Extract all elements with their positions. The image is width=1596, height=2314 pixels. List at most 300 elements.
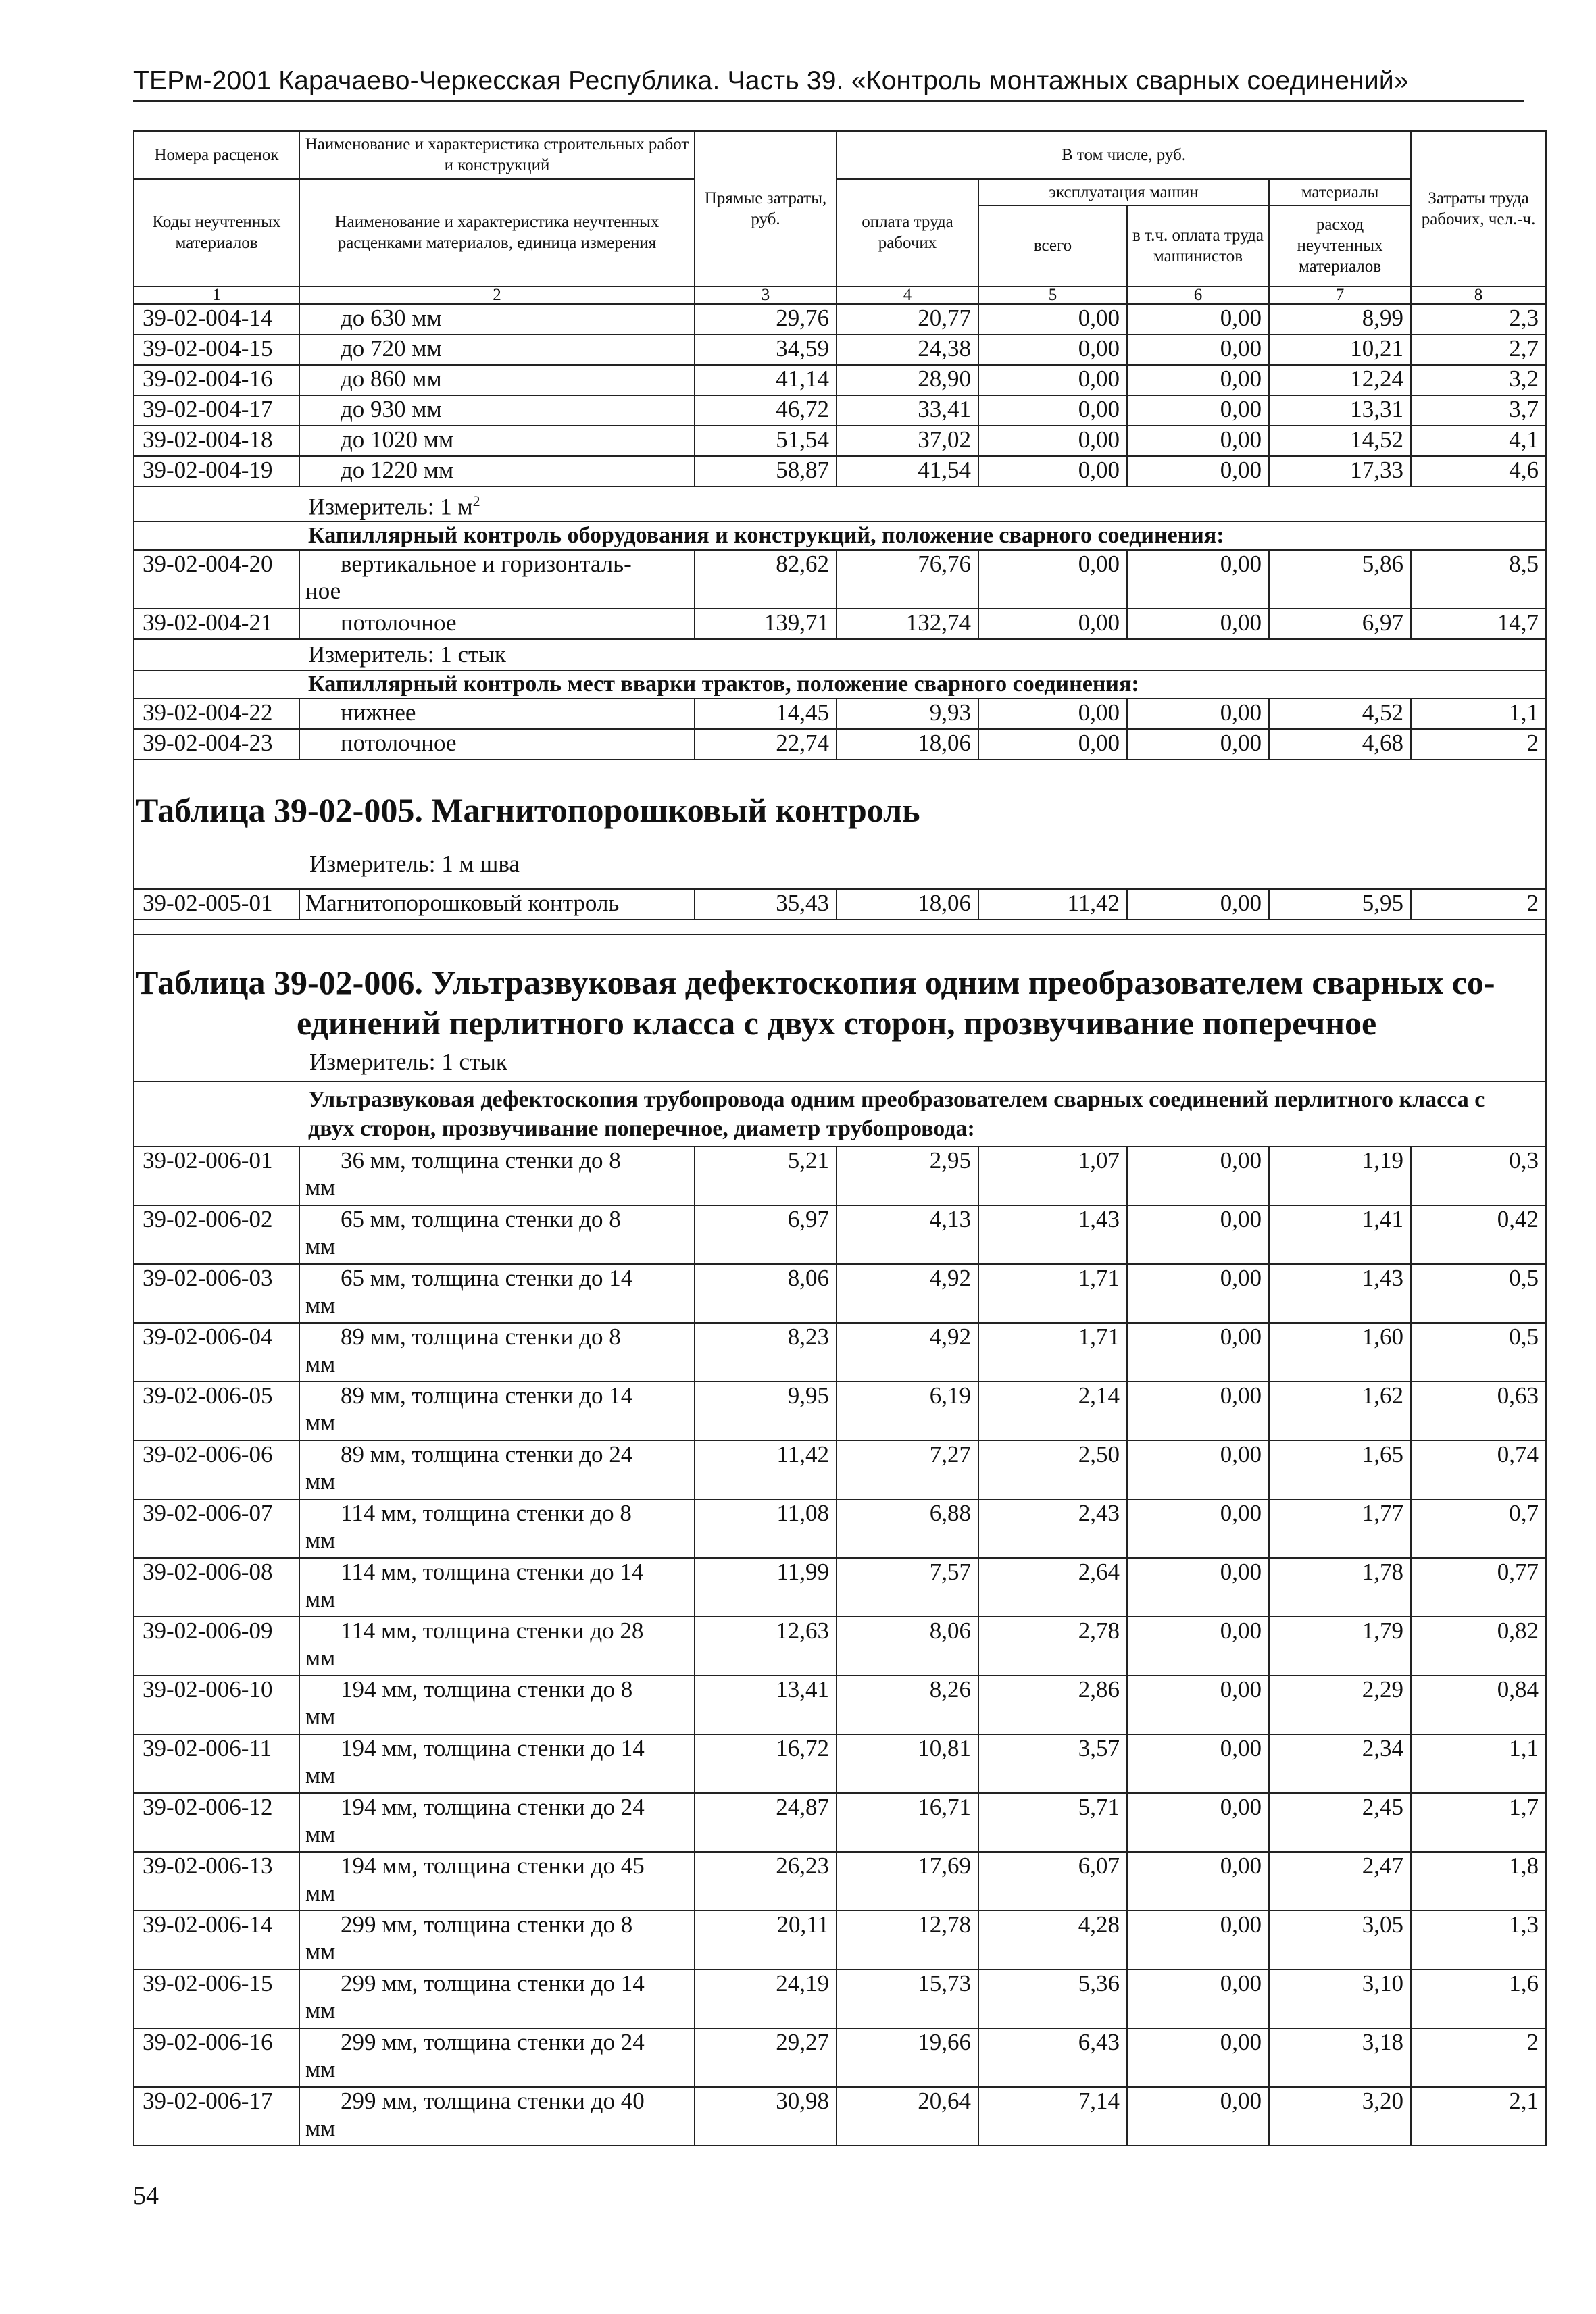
direct-costs-cell: 26,23 xyxy=(695,1852,837,1911)
work-name-line1: 65 мм, толщина стенки до 14 xyxy=(341,1265,633,1292)
col-num: 3 xyxy=(695,286,837,304)
worker-pay-cell: 41,54 xyxy=(837,456,978,486)
labor-costs-cell: 0,7 xyxy=(1411,1499,1546,1558)
work-name-line1: 194 мм, толщина стенки до 8 xyxy=(341,1676,633,1703)
work-name-cell xyxy=(299,1911,695,1969)
table-006-measure: Измеритель: 1 стык xyxy=(309,1049,507,1076)
labor-costs-cell: 0,5 xyxy=(1411,1323,1546,1382)
materials-usage-cell: 1,62 xyxy=(1269,1382,1411,1440)
col-num: 4 xyxy=(837,286,978,304)
machinist-pay-cell: 0,00 xyxy=(1127,2028,1269,2087)
table-row xyxy=(134,456,1546,486)
col-materials-usage: расход неучтенных материалов xyxy=(1269,205,1411,286)
table-006-title-block xyxy=(134,934,1546,1082)
work-name-line2: мм xyxy=(305,1821,336,1848)
worker-pay-cell: 9,93 xyxy=(837,699,978,729)
work-name-line2: мм xyxy=(305,1409,336,1436)
measure-unit-m2: Измеритель: 1 $м^2$ xyxy=(134,486,1546,522)
materials-usage-cell: 1,77 xyxy=(1269,1499,1411,1558)
rows-group-c xyxy=(134,699,1546,759)
direct-costs-cell: 11,08 xyxy=(695,1499,837,1558)
labor-costs-cell: 0,5 xyxy=(1411,1264,1546,1323)
labor-costs-cell: 4,1 xyxy=(1411,426,1546,456)
materials-usage-cell: 1,43 xyxy=(1269,1264,1411,1323)
table-row xyxy=(134,550,1546,609)
materials-usage-cell: 5,95 xyxy=(1269,889,1411,920)
work-name-line1: 89 мм, толщина стенки до 24 xyxy=(341,1441,633,1468)
col-group-including: В том числе, руб. xyxy=(837,131,1411,179)
machines-total-cell: 2,86 xyxy=(978,1676,1127,1734)
machines-total-cell: 5,36 xyxy=(978,1969,1127,2028)
work-name-line1: 299 мм, толщина стенки до 24 xyxy=(341,2029,645,2056)
machinist-pay-cell: 0,00 xyxy=(1127,1558,1269,1617)
col-num: 6 xyxy=(1127,286,1269,304)
work-name-line1: 194 мм, толщина стенки до 45 xyxy=(341,1853,645,1880)
worker-pay-cell: 8,06 xyxy=(837,1617,978,1676)
table-row xyxy=(134,1969,1546,2028)
work-name-line1: 114 мм, толщина стенки до 28 xyxy=(341,1617,644,1644)
materials-usage-cell: 1,65 xyxy=(1269,1440,1411,1499)
machinist-pay-cell: 0,00 xyxy=(1127,699,1269,729)
work-name-cell xyxy=(299,1382,695,1440)
machines-total-cell: 11,42 xyxy=(978,889,1127,920)
machinist-pay-cell: 0,00 xyxy=(1127,1969,1269,2028)
work-name-line2: мм xyxy=(305,1762,336,1789)
table-row xyxy=(134,365,1546,395)
worker-pay-cell: 8,26 xyxy=(837,1676,978,1734)
machines-total-cell: 0,00 xyxy=(978,729,1127,759)
machinist-pay-cell: 0,00 xyxy=(1127,456,1269,486)
machines-total-cell: 0,00 xyxy=(978,304,1127,334)
col-machines-total: всего xyxy=(978,205,1127,286)
labor-costs-cell: 4,6 xyxy=(1411,456,1546,486)
work-name-cell: до 860 мм xyxy=(299,365,695,395)
work-name-line1: 36 мм, толщина стенки до 8 xyxy=(341,1147,621,1174)
work-name-cell xyxy=(299,1793,695,1852)
rows-table-006 xyxy=(134,1147,1546,2146)
section-heading-capillary-equipment: Капиллярный контроль оборудования и конструкций, положение сварного соединения: xyxy=(134,522,1546,550)
materials-usage-cell: 4,52 xyxy=(1269,699,1411,729)
work-name-cell: до 630 мм xyxy=(299,304,695,334)
materials-usage-cell: 10,21 xyxy=(1269,334,1411,365)
direct-costs-cell: 8,06 xyxy=(695,1264,837,1323)
machines-total-cell: 0,00 xyxy=(978,365,1127,395)
machines-total-cell: 2,14 xyxy=(978,1382,1127,1440)
worker-pay-cell: 2,95 xyxy=(837,1147,978,1205)
direct-costs-cell: 20,11 xyxy=(695,1911,837,1969)
machines-total-cell: 4,28 xyxy=(978,1911,1127,1969)
worker-pay-cell: 7,57 xyxy=(837,1558,978,1617)
rate-code-cell: 39-02-004-14 xyxy=(134,304,299,334)
work-name-cell: потолочное xyxy=(299,729,695,759)
labor-costs-cell: 14,7 xyxy=(1411,609,1546,639)
worker-pay-cell: 4,13 xyxy=(837,1205,978,1264)
direct-costs-cell: 6,97 xyxy=(695,1205,837,1264)
rate-code-cell: 39-02-006-01 xyxy=(134,1147,299,1205)
direct-costs-cell: 30,98 xyxy=(695,2087,837,2146)
worker-pay-cell: 4,92 xyxy=(837,1323,978,1382)
work-name-line1: 114 мм, толщина стенки до 8 xyxy=(341,1500,632,1527)
machinist-pay-cell: 0,00 xyxy=(1127,334,1269,365)
direct-costs-cell: 13,41 xyxy=(695,1676,837,1734)
work-name-cell xyxy=(299,550,695,609)
work-name-cell xyxy=(299,1440,695,1499)
work-name-line2: мм xyxy=(305,1527,336,1554)
machines-total-cell: 0,00 xyxy=(978,426,1127,456)
materials-usage-cell: 1,41 xyxy=(1269,1205,1411,1264)
rows-table-005 xyxy=(134,889,1546,920)
table-row xyxy=(134,1382,1546,1440)
machinist-pay-cell: 0,00 xyxy=(1127,1264,1269,1323)
work-name-line2: мм xyxy=(305,2115,336,2142)
machines-total-cell: 6,07 xyxy=(978,1852,1127,1911)
work-name-line1: 299 мм, толщина стенки до 14 xyxy=(341,1970,645,1997)
worker-pay-cell: 28,90 xyxy=(837,365,978,395)
table-row xyxy=(134,1147,1546,1205)
worker-pay-cell: 37,02 xyxy=(837,426,978,456)
table-006-title-line1: Таблица 39-02-006. Ультразвуковая дефектоскопия одним преобразователем сварных со- xyxy=(136,963,1495,1002)
materials-usage-cell: 13,31 xyxy=(1269,395,1411,426)
table-row xyxy=(134,1323,1546,1382)
page-number: 54 xyxy=(133,2182,159,2210)
labor-costs-cell: 2 xyxy=(1411,729,1546,759)
rate-code-cell: 39-02-004-20 xyxy=(134,550,299,609)
col-codes-top: Номера расценок xyxy=(134,131,299,179)
direct-costs-cell: 46,72 xyxy=(695,395,837,426)
work-name-line2: мм xyxy=(305,1174,336,1201)
materials-usage-cell: 1,78 xyxy=(1269,1558,1411,1617)
table-row xyxy=(134,1676,1546,1734)
table-row xyxy=(134,699,1546,729)
materials-usage-cell: 8,99 xyxy=(1269,304,1411,334)
machinist-pay-cell: 0,00 xyxy=(1127,2087,1269,2146)
worker-pay-cell: 7,27 xyxy=(837,1440,978,1499)
materials-usage-cell: 6,97 xyxy=(1269,609,1411,639)
measure-unit-joint: Измеритель: 1 стык xyxy=(134,639,1546,670)
machinist-pay-cell: 0,00 xyxy=(1127,1734,1269,1793)
worker-pay-cell: 4,92 xyxy=(837,1264,978,1323)
col-num: 5 xyxy=(978,286,1127,304)
machinist-pay-cell: 0,00 xyxy=(1127,1911,1269,1969)
labor-costs-cell: 3,2 xyxy=(1411,365,1546,395)
work-name-cell: до 1220 мм xyxy=(299,456,695,486)
materials-usage-cell: 3,10 xyxy=(1269,1969,1411,2028)
col-num: 2 xyxy=(299,286,695,304)
machines-total-cell: 0,00 xyxy=(978,456,1127,486)
table-row xyxy=(134,1852,1546,1911)
table-row xyxy=(134,609,1546,639)
work-name-line1: 299 мм, толщина стенки до 8 xyxy=(341,1911,633,1938)
table-row xyxy=(134,334,1546,365)
materials-usage-cell: 17,33 xyxy=(1269,456,1411,486)
machinist-pay-cell: 0,00 xyxy=(1127,609,1269,639)
labor-costs-cell: 3,7 xyxy=(1411,395,1546,426)
rate-code-cell: 39-02-004-22 xyxy=(134,699,299,729)
machines-total-cell: 6,43 xyxy=(978,2028,1127,2087)
worker-pay-cell: 19,66 xyxy=(837,2028,978,2087)
table-row xyxy=(134,889,1546,920)
section-heading-capillary-tracts: Капиллярный контроль мест вварки трактов, положение сварного соединения: xyxy=(134,670,1546,699)
machines-total-cell: 2,50 xyxy=(978,1440,1127,1499)
table-row xyxy=(134,426,1546,456)
direct-costs-cell: 82,62 xyxy=(695,550,837,609)
page-header: ТЕРм-2001 Карачаево-Черкесская Республика. Часть 39. «Контроль монтажных сварных соединений» xyxy=(133,66,1524,102)
column-numbers-row xyxy=(134,286,1546,304)
direct-costs-cell: 5,21 xyxy=(695,1147,837,1205)
machinist-pay-cell: 0,00 xyxy=(1127,550,1269,609)
section-heading-ultrasonic: Ультразвуковая дефектоскопия трубопровода одним преобразователем сварных соединений перлитного класса с двух сторон, прозвучивание поперечное, диаметр трубопровода: xyxy=(134,1082,1546,1147)
materials-usage-cell: 2,45 xyxy=(1269,1793,1411,1852)
machines-total-cell: 7,14 xyxy=(978,2087,1127,2146)
machinist-pay-cell: 0,00 xyxy=(1127,426,1269,456)
rate-code-cell: 39-02-004-17 xyxy=(134,395,299,426)
table-row xyxy=(134,1617,1546,1676)
table-row xyxy=(134,1440,1546,1499)
materials-usage-cell: 4,68 xyxy=(1269,729,1411,759)
table-row xyxy=(134,1734,1546,1793)
machinist-pay-cell: 0,00 xyxy=(1127,365,1269,395)
table-row xyxy=(134,2028,1546,2087)
worker-pay-cell: 10,81 xyxy=(837,1734,978,1793)
work-name-cell xyxy=(299,2028,695,2087)
worker-pay-cell: 16,71 xyxy=(837,1793,978,1852)
machines-total-cell: 2,78 xyxy=(978,1617,1127,1676)
rate-code-cell: 39-02-006-10 xyxy=(134,1676,299,1734)
col-name-bottom: Наименование и характеристика неучтенных расценками материалов, единица измерения xyxy=(299,179,695,286)
materials-usage-cell: 2,29 xyxy=(1269,1676,1411,1734)
col-materials: материалы xyxy=(1269,179,1411,205)
table-row xyxy=(134,1793,1546,1852)
rate-code-cell: 39-02-004-18 xyxy=(134,426,299,456)
table-row xyxy=(134,729,1546,759)
materials-usage-cell: 5,86 xyxy=(1269,550,1411,609)
machinist-pay-cell: 0,00 xyxy=(1127,1205,1269,1264)
labor-costs-cell: 1,6 xyxy=(1411,1969,1546,2028)
worker-pay-cell: 24,38 xyxy=(837,334,978,365)
work-name-cell: потолочное xyxy=(299,609,695,639)
rows-group-b xyxy=(134,550,1546,639)
work-name-line2: мм xyxy=(305,1997,336,2024)
work-name-cell xyxy=(299,1734,695,1793)
materials-usage-cell: 1,19 xyxy=(1269,1147,1411,1205)
work-name-line2: мм xyxy=(305,1586,336,1613)
machines-total-cell: 2,64 xyxy=(978,1558,1127,1617)
machines-total-cell: 1,43 xyxy=(978,1205,1127,1264)
rate-code-cell: 39-02-006-06 xyxy=(134,1440,299,1499)
rate-code-cell: 39-02-004-19 xyxy=(134,456,299,486)
rate-code-cell: 39-02-006-08 xyxy=(134,1558,299,1617)
work-name-line1: 89 мм, толщина стенки до 14 xyxy=(341,1382,633,1409)
machines-total-cell: 1,71 xyxy=(978,1323,1127,1382)
machines-total-cell: 5,71 xyxy=(978,1793,1127,1852)
table-row xyxy=(134,1911,1546,1969)
direct-costs-cell: 24,19 xyxy=(695,1969,837,2028)
labor-costs-cell: 8,5 xyxy=(1411,550,1546,609)
table-005-title-block xyxy=(134,759,1546,889)
work-name-line2: мм xyxy=(305,1233,336,1260)
work-name-cell xyxy=(299,1205,695,1264)
labor-costs-cell: 1,1 xyxy=(1411,699,1546,729)
work-name-line1: 89 мм, толщина стенки до 8 xyxy=(341,1324,621,1351)
machinist-pay-cell: 0,00 xyxy=(1127,1499,1269,1558)
work-name-line1: 65 мм, толщина стенки до 8 xyxy=(341,1206,621,1233)
worker-pay-cell: 33,41 xyxy=(837,395,978,426)
work-name-cell xyxy=(299,1499,695,1558)
labor-costs-cell: 0,77 xyxy=(1411,1558,1546,1617)
machines-total-cell: 1,71 xyxy=(978,1264,1127,1323)
work-name-cell xyxy=(299,1617,695,1676)
work-name-cell: Магнитопорошковый контроль xyxy=(299,889,695,920)
machines-total-cell: 0,00 xyxy=(978,609,1127,639)
worker-pay-cell: 76,76 xyxy=(837,550,978,609)
direct-costs-cell: 12,63 xyxy=(695,1617,837,1676)
work-name-line2: мм xyxy=(305,1468,336,1495)
table-005-title: Таблица 39-02-005. Магнитопорошковый контроль xyxy=(136,791,920,830)
col-machinist-pay: в т.ч. оплата труда машинистов xyxy=(1127,205,1269,286)
worker-pay-cell: 20,64 xyxy=(837,2087,978,2146)
materials-usage-cell: 12,24 xyxy=(1269,365,1411,395)
work-name-cell xyxy=(299,1264,695,1323)
direct-costs-cell: 139,71 xyxy=(695,609,837,639)
machinist-pay-cell: 0,00 xyxy=(1127,1147,1269,1205)
rate-code-cell: 39-02-006-17 xyxy=(134,2087,299,2146)
work-name-line2: мм xyxy=(305,1880,336,1907)
col-labor-costs: Затраты труда рабочих, чел.-ч. xyxy=(1411,131,1546,286)
rate-code-cell: 39-02-006-12 xyxy=(134,1793,299,1852)
rate-code-cell: 39-02-006-02 xyxy=(134,1205,299,1264)
rate-code-cell: 39-02-004-21 xyxy=(134,609,299,639)
direct-costs-cell: 29,76 xyxy=(695,304,837,334)
machinist-pay-cell: 0,00 xyxy=(1127,889,1269,920)
work-name-line2: мм xyxy=(305,1351,336,1378)
rate-code-cell: 39-02-006-14 xyxy=(134,1911,299,1969)
rate-code-cell: 39-02-006-13 xyxy=(134,1852,299,1911)
worker-pay-cell: 18,06 xyxy=(837,729,978,759)
rate-code-cell: 39-02-004-16 xyxy=(134,365,299,395)
worker-pay-cell: 6,19 xyxy=(837,1382,978,1440)
work-name-line2: мм xyxy=(305,1938,336,1965)
table-row xyxy=(134,395,1546,426)
direct-costs-cell: 24,87 xyxy=(695,1793,837,1852)
col-machines: эксплуатация машин xyxy=(978,179,1269,205)
direct-costs-cell: 41,14 xyxy=(695,365,837,395)
materials-usage-cell: 2,34 xyxy=(1269,1734,1411,1793)
machinist-pay-cell: 0,00 xyxy=(1127,1793,1269,1852)
work-name-cell xyxy=(299,1852,695,1911)
machines-total-cell: 0,00 xyxy=(978,395,1127,426)
machines-total-cell: 0,00 xyxy=(978,699,1127,729)
machinist-pay-cell: 0,00 xyxy=(1127,1676,1269,1734)
labor-costs-cell: 2 xyxy=(1411,2028,1546,2087)
work-name-cell xyxy=(299,1323,695,1382)
machines-total-cell: 0,00 xyxy=(978,550,1127,609)
labor-costs-cell: 1,3 xyxy=(1411,1911,1546,1969)
col-direct-costs: Прямые затраты, руб. xyxy=(695,131,837,286)
work-name-line2: мм xyxy=(305,1703,336,1730)
materials-usage-cell: 2,47 xyxy=(1269,1852,1411,1911)
labor-costs-cell: 0,42 xyxy=(1411,1205,1546,1264)
worker-pay-cell: 12,78 xyxy=(837,1911,978,1969)
rate-code-cell: 39-02-004-23 xyxy=(134,729,299,759)
direct-costs-cell: 29,27 xyxy=(695,2028,837,2087)
direct-costs-cell: 51,54 xyxy=(695,426,837,456)
labor-costs-cell: 0,82 xyxy=(1411,1617,1546,1676)
rate-code-cell: 39-02-005-01 xyxy=(134,889,299,920)
work-name-cell: нижнее xyxy=(299,699,695,729)
worker-pay-cell: 17,69 xyxy=(837,1852,978,1911)
machines-total-cell: 2,43 xyxy=(978,1499,1127,1558)
rate-code-cell: 39-02-006-07 xyxy=(134,1499,299,1558)
work-name-cell: до 720 мм xyxy=(299,334,695,365)
rows-group-a xyxy=(134,304,1546,486)
rate-code-cell: 39-02-006-04 xyxy=(134,1323,299,1382)
work-name-cell: до 930 мм xyxy=(299,395,695,426)
table-row xyxy=(134,304,1546,334)
work-name-cell xyxy=(299,1558,695,1617)
materials-usage-cell: 3,18 xyxy=(1269,2028,1411,2087)
rates-table xyxy=(133,130,1547,2146)
machinist-pay-cell: 0,00 xyxy=(1127,729,1269,759)
machines-total-cell: 0,00 xyxy=(978,334,1127,365)
table-row xyxy=(134,1264,1546,1323)
labor-costs-cell: 0,63 xyxy=(1411,1382,1546,1440)
table-row xyxy=(134,1558,1546,1617)
rate-code-cell: 39-02-006-09 xyxy=(134,1617,299,1676)
worker-pay-cell: 6,88 xyxy=(837,1499,978,1558)
col-codes-bottom: Коды неучтенных материалов xyxy=(134,179,299,286)
materials-usage-cell: 3,20 xyxy=(1269,2087,1411,2146)
rate-code-cell: 39-02-006-16 xyxy=(134,2028,299,2087)
machinist-pay-cell: 0,00 xyxy=(1127,1382,1269,1440)
labor-costs-cell: 2,3 xyxy=(1411,304,1546,334)
machines-total-cell: 3,57 xyxy=(978,1734,1127,1793)
table-005-measure: Измеритель: 1 м шва xyxy=(309,851,520,878)
labor-costs-cell: 0,84 xyxy=(1411,1676,1546,1734)
work-name-line1: 194 мм, толщина стенки до 14 xyxy=(341,1735,645,1762)
labor-costs-cell: 1,7 xyxy=(1411,1793,1546,1852)
materials-usage-cell: 1,79 xyxy=(1269,1617,1411,1676)
materials-usage-cell: 1,60 xyxy=(1269,1323,1411,1382)
worker-pay-cell: 15,73 xyxy=(837,1969,978,2028)
machinist-pay-cell: 0,00 xyxy=(1127,1323,1269,1382)
work-name-line1: 114 мм, толщина стенки до 14 xyxy=(341,1559,644,1586)
col-name-top: Наименование и характеристика строительных работ и конструкций xyxy=(299,131,695,179)
work-name-cell xyxy=(299,1969,695,2028)
machinist-pay-cell: 0,00 xyxy=(1127,1852,1269,1911)
spacer xyxy=(134,920,1546,934)
worker-pay-cell: 18,06 xyxy=(837,889,978,920)
work-name-cell xyxy=(299,1147,695,1205)
machinist-pay-cell: 0,00 xyxy=(1127,1617,1269,1676)
machines-total-cell: 1,07 xyxy=(978,1147,1127,1205)
direct-costs-cell: 16,72 xyxy=(695,1734,837,1793)
labor-costs-cell: 2,7 xyxy=(1411,334,1546,365)
direct-costs-cell: 22,74 xyxy=(695,729,837,759)
work-name-line1: 299 мм, толщина стенки до 40 xyxy=(341,2088,645,2115)
work-name-cell: до 1020 мм xyxy=(299,426,695,456)
direct-costs-cell: 14,45 xyxy=(695,699,837,729)
col-num: 1 xyxy=(134,286,299,304)
direct-costs-cell: 11,42 xyxy=(695,1440,837,1499)
worker-pay-cell: 20,77 xyxy=(837,304,978,334)
machinist-pay-cell: 0,00 xyxy=(1127,395,1269,426)
materials-usage-cell: 3,05 xyxy=(1269,1911,1411,1969)
labor-costs-cell: 0,74 xyxy=(1411,1440,1546,1499)
rate-code-cell: 39-02-006-15 xyxy=(134,1969,299,2028)
work-name-line2: мм xyxy=(305,2056,336,2083)
work-name-line2: мм xyxy=(305,1644,336,1671)
rate-code-cell: 39-02-004-15 xyxy=(134,334,299,365)
